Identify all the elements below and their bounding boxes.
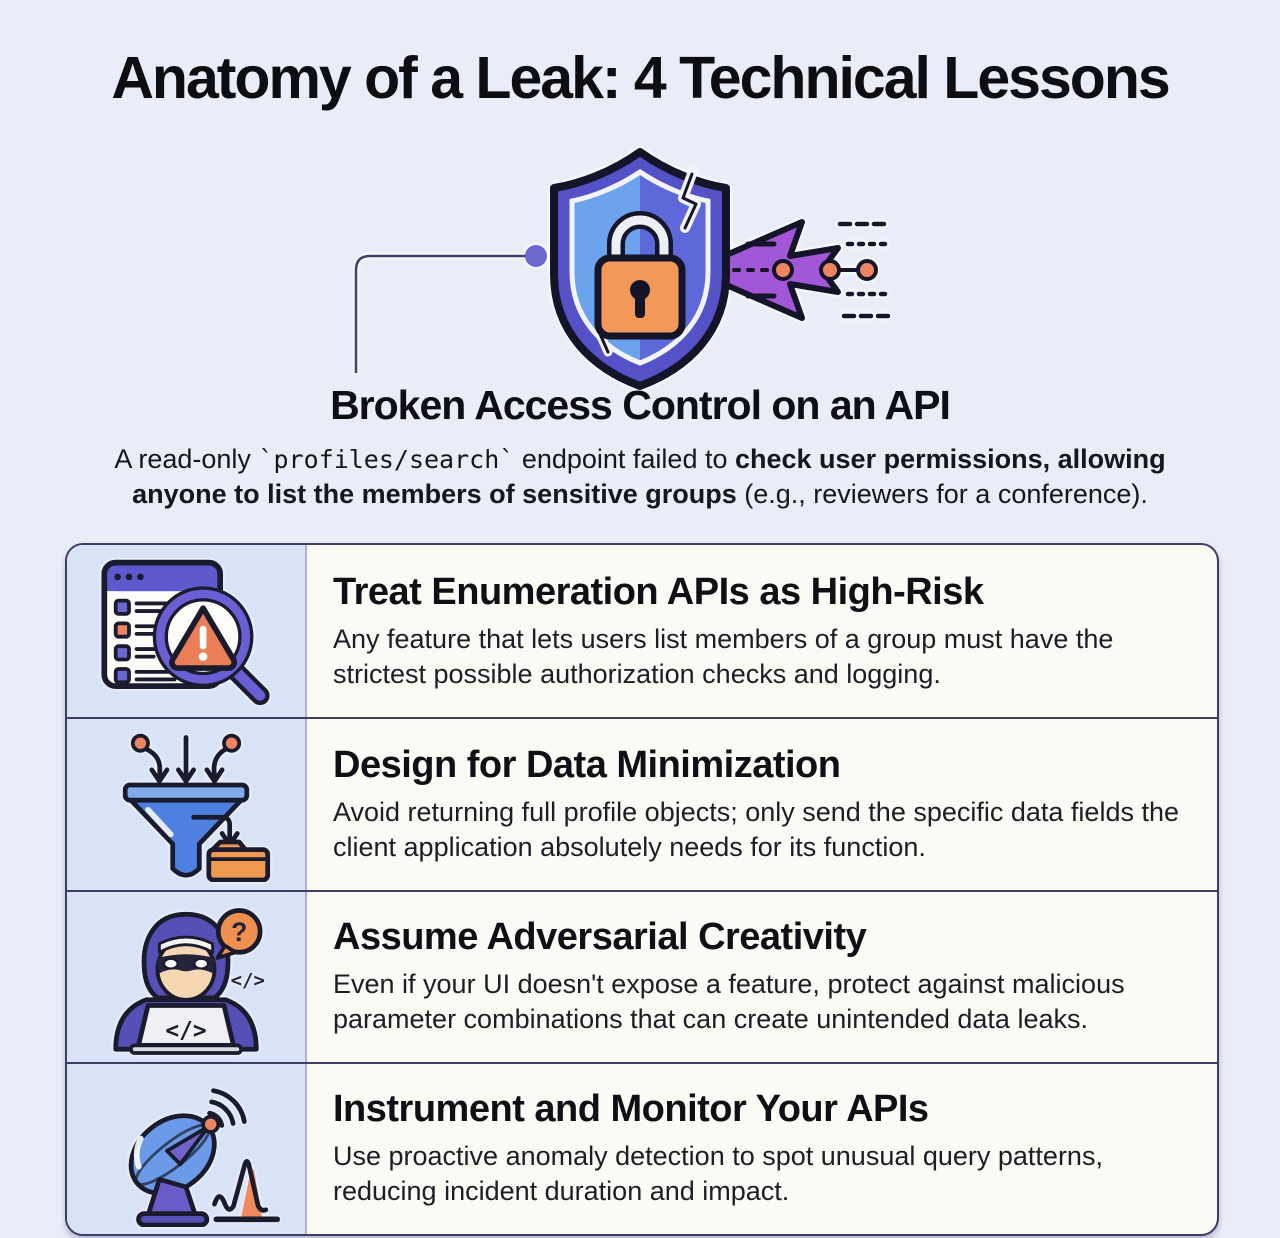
lesson-icon-cell xyxy=(67,1064,307,1234)
lesson-content xyxy=(307,719,1217,889)
lesson-icon-cell xyxy=(67,545,307,717)
desc-text: A read-only xyxy=(114,444,259,474)
desc-text: endpoint failed to xyxy=(514,444,735,474)
enumeration-search-warning-icon xyxy=(91,553,281,709)
hooded-hacker-icon xyxy=(91,899,281,1055)
lesson-row-1 xyxy=(67,545,1217,717)
broken-shield-lock-leak-icon xyxy=(340,146,900,398)
lessons-panel xyxy=(65,543,1219,1236)
lesson-body: Avoid returning full profile objects; only send the specific data fields the client application absolutely needs for its function. xyxy=(333,796,1179,862)
code-span: `profiles/search` xyxy=(258,445,515,474)
desc-emphasis: check user permissions, allowing anyone to list the members of sensitive groups xyxy=(132,444,1166,509)
lesson-title: Instrument and Monitor Your APIs xyxy=(333,1088,929,1131)
lesson-icon-cell xyxy=(67,892,307,1062)
connector-line xyxy=(356,245,547,373)
page-title: Anatomy of a Leak: 4 Technical Lessons xyxy=(111,45,1169,111)
lesson-row-2 xyxy=(67,717,1217,889)
svg-text:</>: </> xyxy=(165,1017,207,1044)
data-filter-funnel-icon xyxy=(91,726,281,882)
lesson-body: Any feature that lets users list members of a group must have the strictest possible authorization checks and logging. xyxy=(333,623,1114,689)
lesson-content xyxy=(307,545,1217,717)
broken-shield-icon xyxy=(554,152,726,386)
lesson-body: Even if your UI doesn't expose a feature, protect against malicious parameter combinations that can create unintended data leaks. xyxy=(333,969,1125,1035)
hero-illustration xyxy=(340,146,900,398)
lesson-body: Use proactive anomaly detection to spot unusual query patterns, reducing incident duration and impact. xyxy=(333,1141,1103,1207)
lesson-title: Assume Adversarial Creativity xyxy=(333,916,867,959)
lesson-row-4 xyxy=(67,1062,1217,1234)
desc-text: (e.g., reviewers for a conference). xyxy=(736,479,1148,509)
svg-text:?: ? xyxy=(231,916,248,947)
svg-text:</>: </> xyxy=(230,969,265,992)
lesson-icon-cell xyxy=(67,719,307,889)
lesson-content xyxy=(307,892,1217,1062)
incident-description xyxy=(80,442,1200,511)
lesson-content xyxy=(307,1064,1217,1234)
lesson-row-3 xyxy=(67,890,1217,1062)
incident-title: Broken Access Control on an API xyxy=(330,382,950,428)
lesson-title: Treat Enumeration APIs as High-Risk xyxy=(333,570,984,613)
lesson-title: Design for Data Minimization xyxy=(333,743,841,786)
satellite-monitoring-icon xyxy=(91,1071,281,1227)
